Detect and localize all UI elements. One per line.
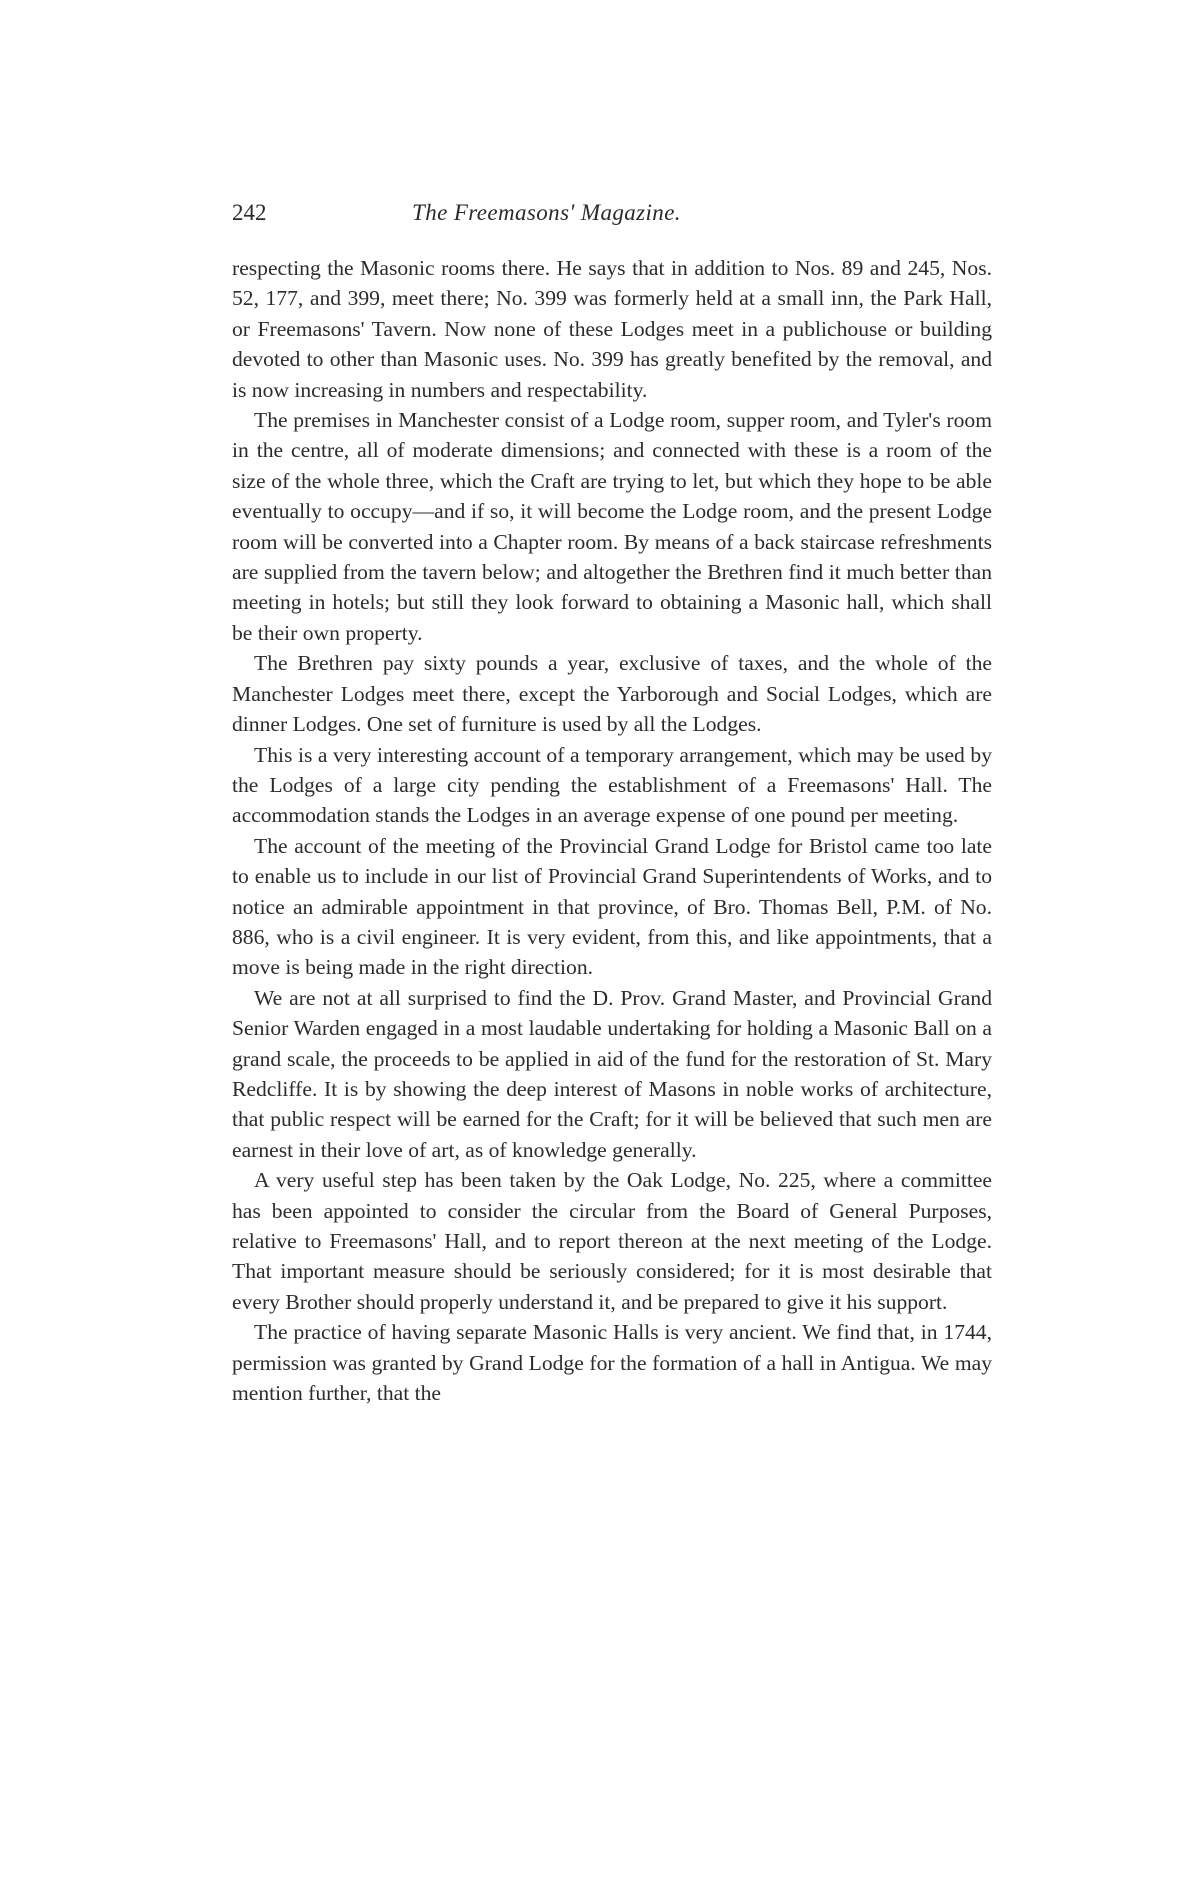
paragraph-masonic-ball: We are not at all surprised to find the D. Prov. Grand Master, and Provincial Grand Senior Warden engaged in a most laudable undertaking for holding a Masonic Ball on a grand scale, the proceeds to be applied in aid of the fund for the restoration of St. Mary Redcliffe. It is by showing the deep interest of Masons in noble works of architecture, that public respect will be earned for the Craft; for it will be believed that such men are earnest in their love of art, as of knowledge generally. — [232, 985, 992, 1162]
article-body — [232, 253, 992, 1408]
page-header — [232, 198, 992, 232]
paragraph-masonic-rooms: respecting the Masonic rooms there. He says that in addition to Nos. 89 and 245, Nos. 52, 177, and 399, meet there; No. 399 was formerly held at a small inn, the Park Hall, or Freemasons' Tavern. Now none of these Lodges meet in a publichouse or building devoted to other than Masonic uses. No. 399 has greatly benefited by the removal, and is now increasing in numbers and respectability. — [232, 256, 992, 402]
paragraph-oak-lodge: A very useful step has been taken by the Oak Lodge, No. 225, where a committee has been appointed to consider the circular from the Board of General Purposes, relative to Freemasons' Hall, and to report thereon at the next meeting of the Lodge. That important measure should be seriously considered; for it is most desirable that every Brother should properly understand it, and be prepared to give it his support. — [232, 1168, 992, 1314]
paragraph-masonic-halls: The practice of having separate Masonic Halls is very ancient. We find that, in 1744, permission was granted by Grand Lodge for the formation of a hall in Antigua. We may mention further, that the — [232, 1320, 992, 1406]
running-title: The Freemasons' Magazine. — [412, 200, 681, 225]
paragraph-bristol-lodge: The account of the meeting of the Provincial Grand Lodge for Bristol came too late to enable us to include in our list of Provincial Grand Superintendents of Works, and to notice an admirable appointment in that province, of Bro. Thomas Bell, P.M. of No. 886, who is a civil engineer. It is very evident, from this, and like appointments, that a move is being made in the right direction. — [232, 833, 992, 980]
page-number: 242 — [232, 200, 267, 225]
paragraph-manchester-premises: The premises in Manchester consist of a Lodge room, supper room, and Tyler's room in the centre, all of moderate dimensions; and connected with these is a room of the size of the whole three, which the Craft are trying to let, but which they hope to be able eventually to occupy—and if so, it will become the Lodge room, and the present Lodge room will be converted into a Chapter room. By means of a back staircase refreshments are supplied from the tavern below; and altogether the Brethren find it much better than meeting in hotels; but still they look forward to obtaining a Masonic hall, which shall be their own property. — [232, 408, 992, 645]
paragraph-temporary-arrangement: This is a very interesting account of a temporary arrangement, which may be used by the Lodges of a large city pending the establishment of a Freemasons' Hall. The accommodation stands the Lodges in an average expense of one pound per meeting. — [232, 742, 992, 828]
paragraph-rent: The Brethren pay sixty pounds a year, exclusive of taxes, and the whole of the Manchester Lodges meet there, except the Yarborough and Social Lodges, which are dinner Lodges. One set of furniture is used by all the Lodges. — [232, 651, 992, 737]
